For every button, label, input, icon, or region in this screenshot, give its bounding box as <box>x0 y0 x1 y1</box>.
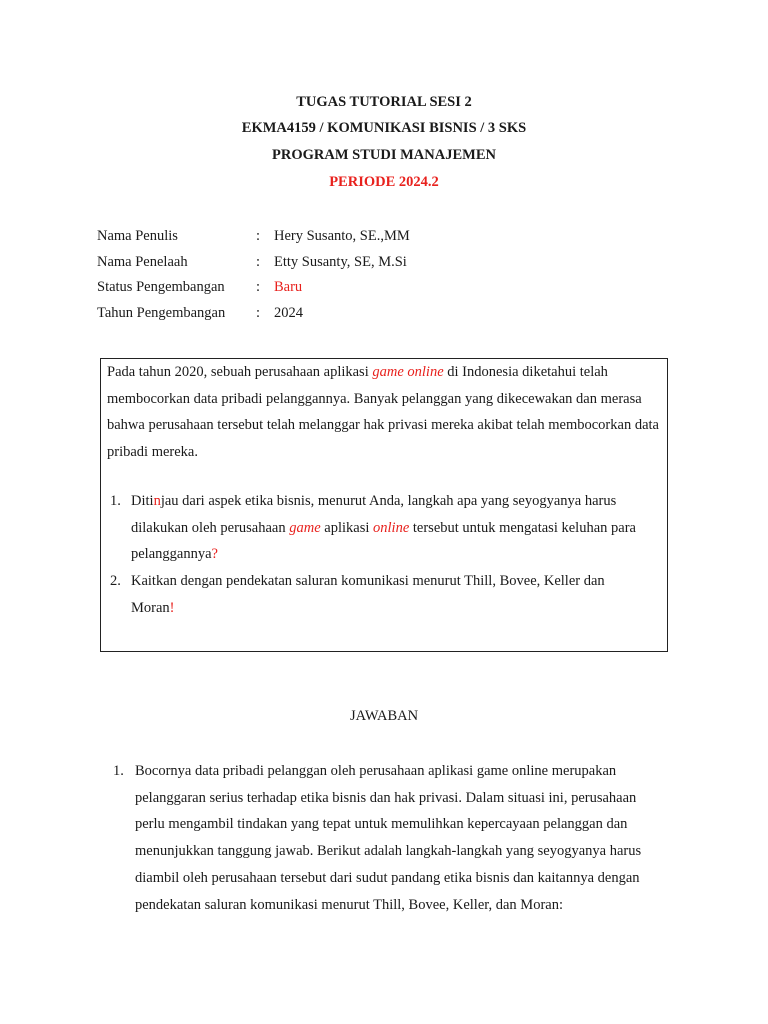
answer-title: JAWABAN <box>349 708 419 724</box>
answer-number: 1. <box>113 763 124 779</box>
meta-value: 2024 <box>274 305 303 321</box>
meta-value: Etty Susanty, SE, M.Si <box>274 254 407 270</box>
meta-colon: : <box>256 228 261 244</box>
meta-label: Tahun Pengembangan <box>97 305 226 321</box>
case-paragraph <box>107 359 663 466</box>
case-text: di Indonesia diketahui telah membocorkan data pribadi pelanggannya. Banyak pelanggan yang dikecewakan dan merasa bahwa perusahaan tersebut telah melanggar hak privasi mereka akibat telah membocorkan data pribadi mereka. <box>107 364 659 461</box>
meta-label: Nama Penelaah <box>97 254 188 270</box>
question-number: 2. <box>110 573 121 589</box>
question-text-emphasis: online <box>373 519 410 536</box>
question-text: Kaitkan dengan pendekatan saluran komunikasi menurut Thill, Bovee, Keller dan Moran <box>131 573 605 616</box>
meta-colon: : <box>256 279 261 295</box>
question-text: jau dari aspek etika bisnis, menurut Anda, langkah apa yang seyogyanya harus dilakukan oleh perusahaan <box>131 493 617 536</box>
meta-value: Baru <box>274 279 303 295</box>
question-item-2 <box>110 568 649 621</box>
header-line-3: PROGRAM STUDI MANAJEMEN <box>272 147 496 163</box>
case-text-emphasis: game online <box>372 364 444 380</box>
meta-colon: : <box>256 254 261 270</box>
header-line-1: TUGAS TUTORIAL SESI 2 <box>296 94 472 110</box>
answer-text: Bocornya data pribadi pelanggan oleh perusahaan aplikasi game online merupakan pelanggaran serius terhadap etika bisnis dan hak privasi. Dalam situasi ini, perusahaan perlu mengambil tindakan yang tepat untuk memulihkan kepercayaan pelanggan dan menunjukkan tanggung jawab. Berikut adalah langkah-langkah yang seyogyanya harus diambil oleh perusahaan tersebut dari sudut pandang etika bisnis dan kaitannya dengan pendekatan saluran komunikasi menurut Thill, Bovee, Keller, dan Moran: <box>135 763 642 913</box>
question-item-1 <box>110 488 649 568</box>
question-text: aplikasi <box>320 519 374 536</box>
case-box <box>100 358 668 652</box>
question-text-red: ? <box>211 546 218 563</box>
meta-value: Hery Susanto, SE.,MM <box>274 228 410 244</box>
question-text-emphasis: game <box>289 519 321 536</box>
header-period: PERIODE 2024.2 <box>329 174 439 190</box>
meta-label: Status Pengembangan <box>97 279 225 295</box>
question-text: tersebut untuk mengatasi keluhan para pelanggannya <box>131 519 636 563</box>
case-text: Pada tahun 2020, sebuah perusahaan aplikasi <box>107 364 373 380</box>
answer-item-1 <box>113 758 665 918</box>
question-text-red: n <box>153 493 161 509</box>
meta-colon: : <box>256 305 261 321</box>
question-number: 1. <box>110 493 121 509</box>
question-text: Diti <box>131 493 154 509</box>
header-line-2: EKMA4159 / KOMUNIKASI BISNIS / 3 SKS <box>241 120 527 136</box>
meta-label: Nama Penulis <box>97 228 178 244</box>
question-text-red: ! <box>169 599 175 616</box>
